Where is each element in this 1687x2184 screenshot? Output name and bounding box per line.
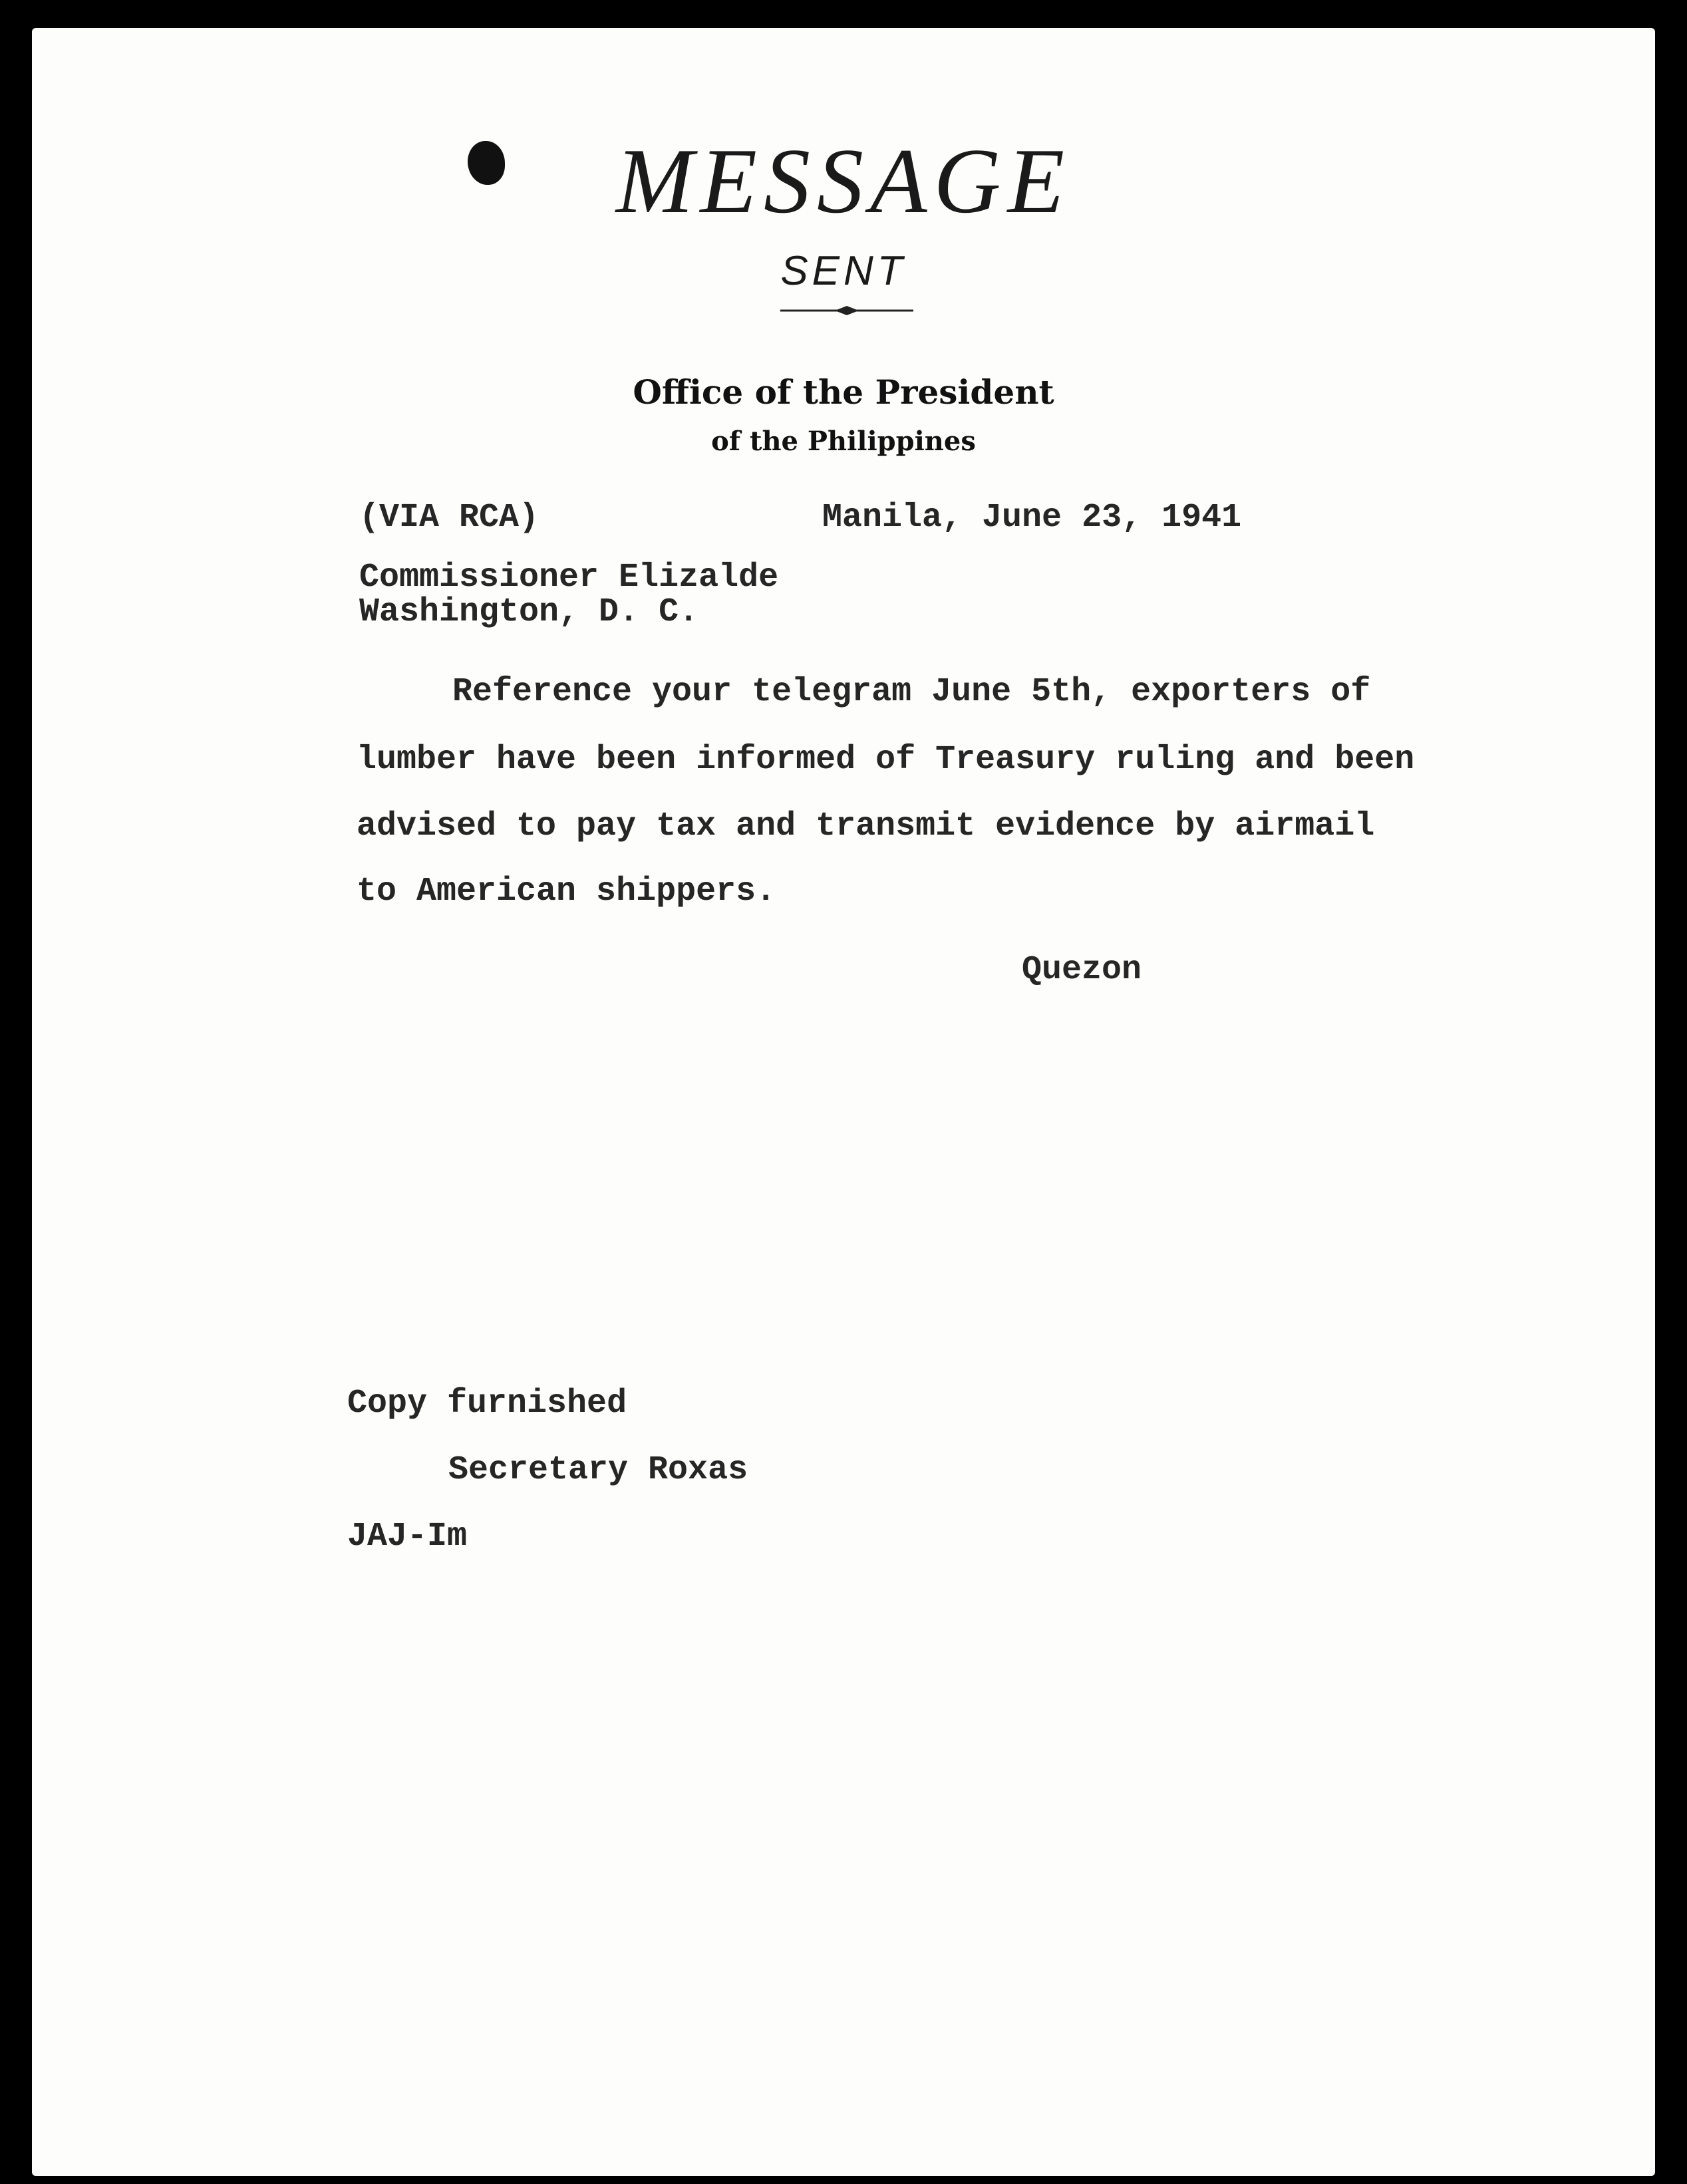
ornament-divider [780, 301, 913, 321]
recipient-address: Washington, D. C. [359, 593, 699, 631]
body-line: advised to pay tax and transmit evidence by airmail [357, 807, 1375, 845]
place-and-date: Manila, June 23, 1941 [822, 499, 1242, 537]
office-country: of the Philippines [711, 426, 976, 457]
body-line: Reference your telegram June 5th, exporters of [452, 673, 1371, 711]
copy-recipient: Secretary Roxas [448, 1451, 748, 1489]
typist-initials: JAJ-Im [347, 1518, 468, 1556]
body-line: lumber have been informed of Treasury ruling and been [357, 741, 1415, 779]
transmission-method: (VIA RCA) [359, 499, 539, 537]
body-line: to American shippers. [357, 873, 776, 910]
letterhead-title: MESSAGE [615, 130, 1072, 233]
document-page [32, 28, 1655, 2176]
copy-furnished-label: Copy furnished [347, 1385, 627, 1423]
recipient-name: Commissioner Elizalde [359, 559, 779, 597]
signature: Quezon [1022, 951, 1142, 989]
office-name: Office of the President [633, 372, 1054, 412]
letterhead-subtitle: SENT [780, 248, 907, 294]
